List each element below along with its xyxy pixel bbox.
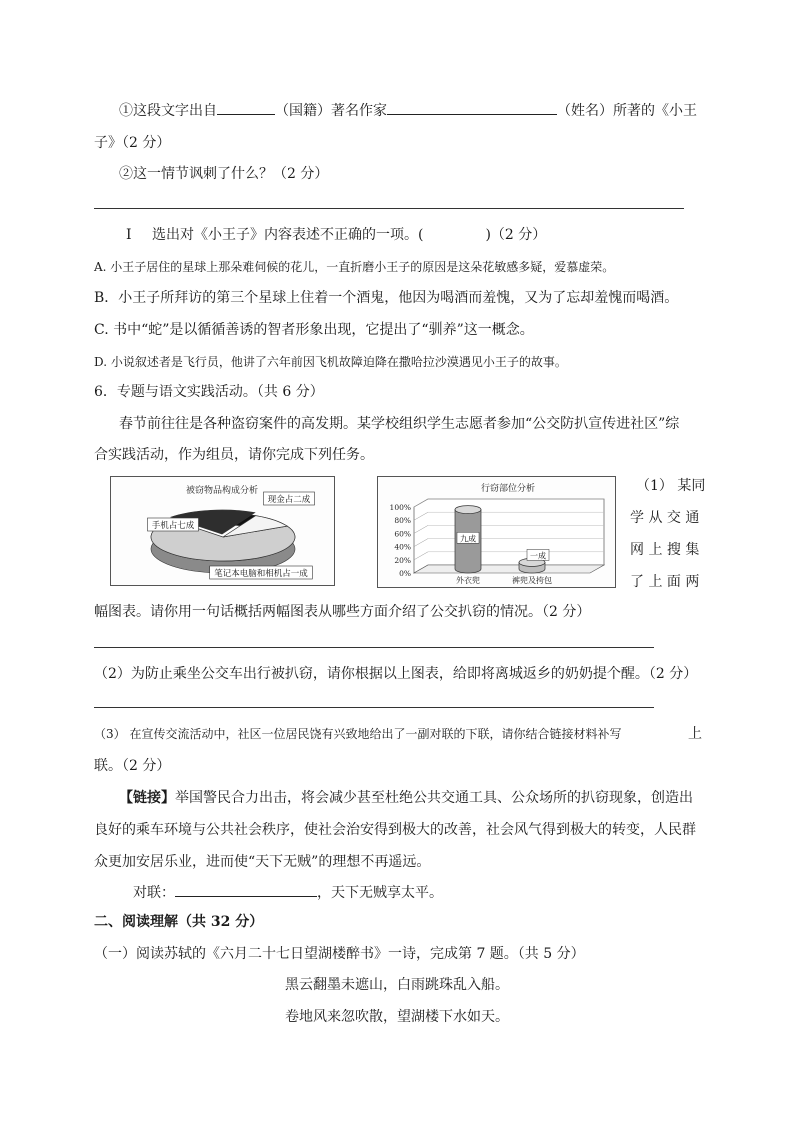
q6-title: 6．专题与语文实践活动。（共 6 分）	[94, 384, 324, 400]
author-blank[interactable]	[387, 100, 557, 115]
bar-chart-title: 行窃部位分析	[480, 484, 536, 494]
bar-chart	[378, 477, 615, 587]
bar-data-label: 一成	[530, 551, 546, 561]
q5-line-1-b: （国籍）著名作家	[275, 103, 387, 119]
couplet-line	[133, 882, 443, 903]
task3-end: 联。（2 分）	[94, 758, 171, 774]
bar-chart-figure	[377, 476, 616, 588]
pie-label: 笔记本电脑和相机占一成	[214, 569, 308, 579]
bar-floor	[414, 565, 604, 573]
task3-char: 上	[688, 726, 702, 742]
answer-line-task2[interactable]	[94, 707, 654, 708]
q5-line-1-c: （姓名）所著的《小王	[557, 103, 697, 119]
bar-axes	[390, 499, 604, 578]
q5-sub-number: I	[126, 227, 132, 243]
bar-plot-area	[414, 499, 604, 573]
nationality-blank[interactable]	[217, 100, 275, 115]
poem-line-1: 黑云翻墨未遮山，白雨跳珠乱入船。	[285, 977, 509, 993]
link-tag: 【链接】	[119, 790, 175, 806]
q6-para-1: 春节前往往是各种盗窃案件的高发期。某学校组织学生志愿者参加“公交防扒宣传进社区”综	[119, 416, 680, 432]
q5-line-1-a: ①这段文字出自	[119, 103, 217, 119]
bar-y-tick: 60%	[394, 529, 411, 539]
poem-line-2: 卷地风来忽吹散，望湖楼下水如天。	[285, 1009, 509, 1025]
task1-right-3: 网 上 搜 集	[630, 542, 700, 558]
couplet-blank[interactable]	[175, 882, 317, 897]
q5-sub-text: 选出对《小王子》内容表述不正确的一项。(	[151, 227, 424, 243]
task1-right-2: 学 从 交 通	[630, 510, 700, 526]
link-text-1: 举国警民合力出击，将会减少甚至杜绝公共交通工具、公众场所的扒窃现象，创造出	[175, 790, 693, 806]
task2-text: （2）为防止乘坐公交车出行被扒窃，请你根据以上图表，给即将离城返乡的奶奶提个醒。（2 分）	[94, 666, 698, 682]
bar-y-tick: 0%	[399, 569, 411, 578]
pie-chart-figure	[110, 476, 335, 586]
answer-line-task1[interactable]	[94, 647, 654, 648]
q5-question-2: ②这一情节讽刺了什么？（2 分）	[119, 166, 329, 182]
bar-y-tick: 40%	[394, 542, 411, 552]
q5-sub-tail: )（2 分）	[485, 227, 547, 243]
bar-top	[455, 506, 481, 514]
section2-title: 二、阅读理解（共 32 分）	[94, 914, 264, 930]
q5-line-1	[119, 100, 697, 121]
couplet-label: 对联：	[133, 885, 175, 901]
q6-para-2: 合实践活动，作为组员，请你完成下列任务。	[94, 447, 374, 463]
option-a: A. 小王子居住的星球上那朵难伺候的花儿，一直折磨小王子的原因是这朵花敏感多疑，爱慕虚荣。	[94, 260, 615, 274]
bar-data-label: 九成	[460, 534, 476, 544]
task1-text: 幅图表。请你用一句话概括两幅图表从哪些方面介绍了公交扒窃的情况。（2 分）	[94, 604, 591, 620]
bar-y-tick: 80%	[394, 516, 411, 526]
link-line-3: 众更加安居乐业，进而使“天下无贼”的理想不再遥远。	[94, 854, 431, 870]
pie-chart	[111, 477, 334, 585]
q5-sub-question	[126, 225, 546, 245]
bar-x-tick: 裤兜及挎包	[512, 576, 552, 585]
pie-chart-title: 被窃物品构成分析	[185, 486, 259, 496]
couplet-given: ，天下无贼享太平。	[317, 885, 443, 901]
link-line-1	[119, 788, 693, 808]
task1-right-1: （1） 某同	[636, 478, 706, 494]
pie-label: 现金占二成	[267, 495, 311, 505]
answer-line-q5[interactable]	[94, 208, 684, 209]
bar-y-tick: 20%	[394, 555, 411, 565]
task3-text: （3） 在宣传交流活动中，社区一位居民饶有兴致地给出了一副对联的下联，请你结合链接材料补写	[94, 727, 622, 741]
option-b: B．小王子所拜访的第三个星球上住着一个酒鬼，他因为喝酒而羞愧，又为了忘却羞愧而喝酒。	[94, 290, 679, 306]
task1-right-4: 了 上 面 两	[630, 574, 700, 590]
option-c: C. 书中“蛇”是以循循善诱的智者形象出现，它提出了“驯养”这一概念。	[94, 322, 534, 338]
bar-x-tick: 外衣兜	[456, 576, 480, 585]
section2-intro: （一）阅读苏轼的《六月二十七日望湖楼醉书》一诗，完成第 7 题。（共 5 分）	[94, 946, 585, 962]
pie-label: 手机占七成	[151, 521, 195, 531]
link-line-2: 良好的乘车环境与公共社会秩序，使社会治安得到极大的改善，社会风气得到极大的转变，人民群	[94, 822, 696, 838]
q5-line-2: 子》（2 分）	[94, 135, 171, 151]
option-d: D. 小说叙述者是飞行员，他讲了六年前因飞机故障迫降在撒哈拉沙漠遇见小王子的故事。	[94, 355, 567, 369]
bar-y-tick: 100%	[389, 503, 411, 512]
